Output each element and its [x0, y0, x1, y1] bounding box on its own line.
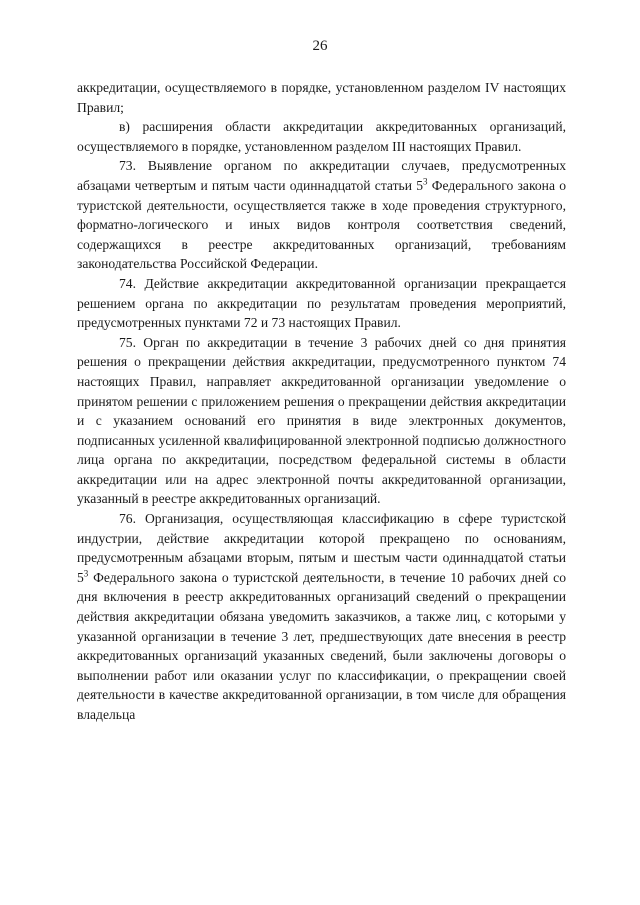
document-body: [77, 78, 566, 725]
paragraph-text: 75. Орган по аккредитации в течение 3 рабочих дней со дня принятия решения о прекращении действия аккредитации, предусмотренного пунктом 74 настоящих Правил, направляет аккредитованной организации уведомление о принятом решении с приложением решения о прекращении действия аккредитации и с указанием оснований его принятия в виде электронных документов, подписанных усиленной квалифицированной электронной подписью должностного лица органа по аккредитации, посредством федеральной системы в области аккредитации или на адрес электронной почты аккредитованной организации, указанный в реестре аккредитованных организаций.: [77, 334, 566, 507]
paragraph-continuation: [77, 78, 566, 117]
paragraph-text: Федерального закона о туристской деятельности, осуществляется также в ходе проведения структурного, форматно-логического и иных видов контроля соответствия сведений, содержащихся в реестре аккредитованных организаций, требованиям законодательства Российской Федерации.: [77, 177, 566, 272]
superscript: 3: [423, 176, 428, 187]
page-number: 26: [312, 38, 328, 54]
paragraph-clause-74: [77, 274, 566, 333]
paragraph-clause-75: [77, 333, 566, 509]
superscript: 3: [83, 568, 89, 579]
paragraph-item-v: [77, 117, 566, 156]
paragraph-text: 76. Организация, осуществляющая классификацию в сфере туристской индустрии, действие аккредитации которой прекращено по основаниям, предусмотренным абзацами вторым, пятым и шестым части одиннадцатой статьи 5: [77, 511, 566, 585]
paragraph-text: 74. Действие аккредитации аккредитованной организации прекращается решением органа по аккредитации по результатам проведения мероприятий, предусмотренных пунктами 72 и 73 настоящих Правил.: [77, 275, 566, 331]
paragraph-text: в) расширения области аккредитации аккредитованных организаций, осуществляемого в порядке, установленном разделом III настоящих Правил.: [77, 119, 566, 154]
paragraph-clause-73: [77, 156, 566, 274]
paragraph-text: 73. Выявление органом по аккредитации случаев, предусмотренных абзацами четвертым и пятым части одиннадцатой статьи 5: [77, 158, 566, 193]
paragraph-text: аккредитации, осуществляемого в порядке, установленном разделом IV настоящих Правил;: [77, 80, 566, 115]
paragraph-clause-76: [77, 509, 566, 725]
paragraph-text: Федерального закона о туристской деятельности, в течение 10 рабочих дней со дня включения в реестр аккредитованных организаций сведений о прекращении действия аккредитации обязана уведомить заказчиков, а также лиц, с которыми у указанной организации в течение 3 лет, предшествующих дате внесения в реестр аккредитованных организаций указанных сведений, были заключены договоры о выполнении работ или оказании услуг по классификации, о прекращении своей деятельности в качестве аккредитованной организации, в том числе для обращения владельца: [77, 569, 566, 722]
